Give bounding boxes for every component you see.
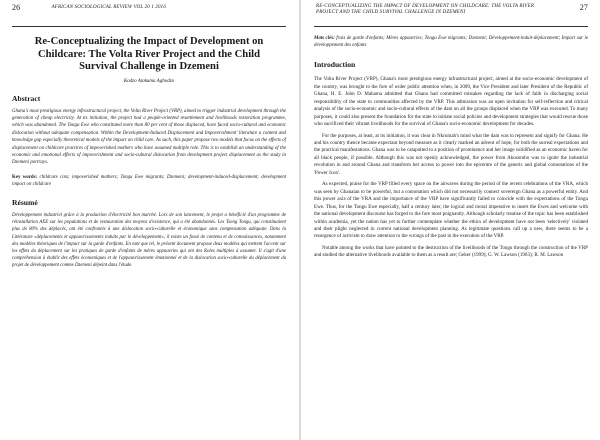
paragraph: As expected, praise for the VRP filled every space on the airwaves during the period of the recent celebrations of the VRA, which was seen by Ghanaian to be powerful, but a connotation which did not necessarily connect sovereign Ghana as a powerful entity. And this power axis of the VRA and the importance of the VRP have significantly failed to coincide with the expectations of the Tongu Ewe. Thus, for the Tongu Ewe especially, half a century later, the logical and moral imperative to insert the Ewes and welcome with the national development discourse has forged to the fore most poignantly. Although scholarly treatise of the topic has been established within academia, yet the nation has yet to further contemplate whether the ethics of development have not been 'selectively' violated and their plight neglected in current national development planning. As legitimate questions call up a new, there seems to be a resurgence of activism to draw attention to the wrongs of the past in the execution of the VRP. [314, 181, 588, 240]
abstract-text: Ghana's most prestigious energy infrastructural project, the Volta River Project (VRP), aimed to trigger industrial development through the generation of cheap electricity. At its initiation, the project had a people-oriented resettlement and livelihoods restoration programme, which was abandoned. The Tongu Ewe who constituted more than 80 per cent of those displaced, have faced socio-cultural and economic dislocation without adequate compensation. Within the Development-Induced Displacement and Impoverishment' literature a content and knowledge gap especially theoretical models of the impact on child care. As such, this paper propose two models that focus on the effects of displacement on childcare practices of impoverished mothers who have assumed multiple role. This is to establish an understanding of the economic and emotional effects of impoverishment and socio-cultural dislocation from development project displacement as the study in Dzemeni portrays. [12, 108, 286, 166]
page-number: 26 [12, 3, 21, 12]
introduction-heading: Introduction [314, 60, 356, 70]
running-head-title: RE-CONCEPTUALIZING THE IMPACT OF DEVELOPMENT ON CHILDCARE: THE VOLTA RIVER PROJECT AND THE CHILD SURVIVAL CHALLENGE IN DZEMENI [316, 4, 535, 15]
abstract-heading: Abstract [12, 93, 41, 103]
page-number: 27 [579, 3, 588, 12]
running-head-title: AFRICAN SOCIOLOGICAL REVIEW VOL 20 1 2016 [51, 5, 166, 10]
resume-text: Développement industriel grâce à la production d'électricité bon marché. Lors de son lancement, le projet a bénéficié d'un programme de réinstallation AXE sur les populations et de restauration des moyens d'existence, qui a été abandonnés. Les Tsong Tongu, qui constituaient plus de 80% des déplacés, ont été confrontés à une dislocation socio-culturelle et économique sans compensation adéquate. Dans la Littérature «déplacements et appauvrissements induits par le développement», il existe un fossé de contenu et de connaissances, notamment des modèles théoriques de l'impact sur la garde d'enfants. En tant que tel, le présent document propose deux modèles qui mettent l'accent sur les effets du déplacement sur les pratiques de garde d'enfants de mères appauvries qui ont des Roles multiples à assumer. Il s'agit d'une compréhension à établir des effets économiques et de l'appauvrissement émotionnel et de la dislocation socio-culturelle du déplacement du projet de développement comme Dzemeni dépeint dans l'étude. [12, 213, 286, 268]
mots-cles [314, 35, 588, 49]
running-header [314, 4, 588, 27]
paragraph: The Volta River Project (VRP), Ghana's most prestigious energy infrastructural project, aimed at the socio-economic development of the country, was brought to the fore of wider public attention when, in 2009, the Vice President and later President of the Republic of Ghana, H. E. John D. Mahama admitted that Ghana had committed mistakes regarding the lack of faith in discharging social responsibility of the state to communities affected by the VRP. This admission was an open invitation for self-reflection and critical analysis of the socio-economic and socio-cultural effects of the dam on all the groups displaced when the VRP was executed. To many purposes, it could also present the foundation for the state to initiate social policies and development strategies that would rescue those who sacrificed their vibrant livelihoods for the survival of Ghana's socio-economic development for decades. [314, 76, 588, 128]
paragraph: For the purposes, at least, at its initiation, it was clear in Nkrumah's mind what the dam was to represent and signify for Ghana. He and his country thence became expectant beyond measure as it clearly marked an advent of hope, for both the surreal expectations and the practical manifestations. Ghana was to be catapulted to a position of prominence and her image solidified as an economic haven for all black people, if possible. Although this was not openly acknowledged, the power from Akosombo was to ignite the industrial revolution in and around Ghana and transform her access to power into the epicentre of the generic and global connotations of the 'Power Icon'. [314, 132, 588, 176]
keywords [12, 174, 286, 189]
resume-heading: Résumé [12, 198, 38, 208]
paragraph: Notable among the works that have pointed to the destruction of the livelihoods of the Tongu through the construction of the VRP and studied the alternative livelihoods available to them as a result are; Geker (1999); G. W. Lawson (1963); R. M. Lawson [314, 244, 588, 259]
keywords-label: Key words: [12, 174, 38, 180]
introduction-body [314, 76, 588, 259]
mots-cles-text: frais de garde d'enfants; Mères appauvries; Tongu Ewe migrants; Dzemeni; Développement-induit-déplacement; Impact sur le développement des enfants [314, 36, 588, 49]
mots-cles-label: Mots clés: [314, 36, 335, 41]
keywords-text: childcare cots; impoverished mothers; Tongu Ewe migrants; Dzemeni; development-induced-displacement; development impact on childcare [12, 174, 286, 187]
article-title: Re-Conceptualizing the Impact of Development on Childcare: The Volta River Project and the Child Survival Challenge in Dzemeni [34, 36, 264, 73]
running-header [12, 4, 286, 27]
right-page [300, 0, 600, 440]
author-name: Kodzo Atakuma Agbodzo [123, 78, 175, 84]
